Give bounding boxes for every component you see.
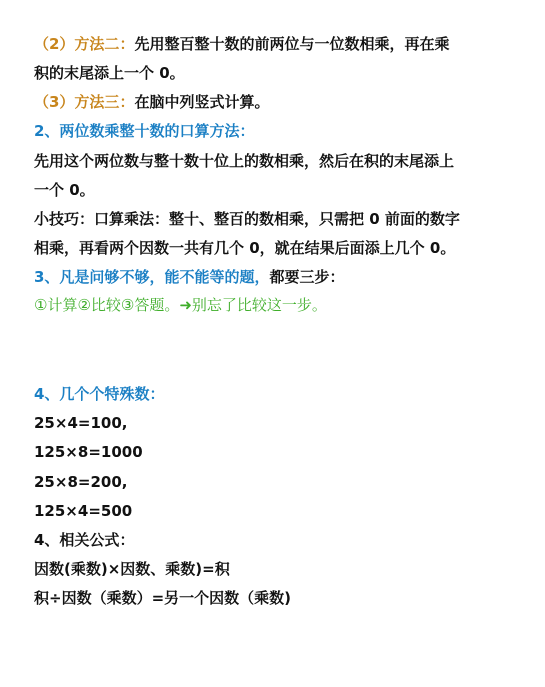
section3-heading bbox=[34, 267, 344, 287]
method2-line-2: 积的末尾添上一个 0。 bbox=[34, 64, 185, 82]
special-number-item: 125×8=1000 bbox=[34, 443, 143, 461]
section2-text-2: 一个 0。 bbox=[34, 181, 95, 199]
method3-text: 在脑中列竖式计算。 bbox=[134, 93, 270, 111]
method2-text-1: 先用整百整十数的前两位与一位数相乘，再在乘 bbox=[134, 35, 450, 53]
section4-heading: 4、几个个特殊数： bbox=[34, 385, 165, 403]
special-number-item: 25×8=200, bbox=[34, 473, 128, 491]
special-number-item: 125×4=500 bbox=[34, 502, 133, 520]
tip-line-2: 相乘，再看两个因数一共有几个 0，就在结果后面添上几个 0。 bbox=[34, 239, 456, 257]
section3-steps: ①计算②比较③答题。➜别忘了比较这一步。 bbox=[34, 296, 327, 314]
method3-prefix: （3）方法三： bbox=[34, 93, 135, 111]
section2-heading: 2、两位数乘整十数的口算方法： bbox=[34, 122, 255, 140]
special-number-item: 25×4=100, bbox=[34, 414, 128, 432]
formula-line-1: 因数(乘数)×因数、乘数)=积 bbox=[34, 560, 230, 578]
method2-line-1 bbox=[34, 34, 449, 54]
section3-heading-part-1: 3、凡是问够不够，能不能等的题， bbox=[34, 268, 270, 286]
tip-line-1: 小技巧：口算乘法：整十、整百的数相乘，只需把 0 前面的数字 bbox=[34, 210, 460, 228]
formula-line-2: 积÷因数（乘数）=另一个因数（乘数) bbox=[34, 589, 291, 607]
section3-heading-part-2: 都要三步： bbox=[269, 268, 345, 286]
method3-line bbox=[34, 92, 269, 112]
section2-text-1: 先用这个两位数与整十数十位上的数相乘，然后在积的末尾添上 bbox=[34, 152, 455, 170]
method2-prefix: （2）方法二： bbox=[34, 35, 135, 53]
section5-heading: 4、相关公式： bbox=[34, 531, 135, 549]
